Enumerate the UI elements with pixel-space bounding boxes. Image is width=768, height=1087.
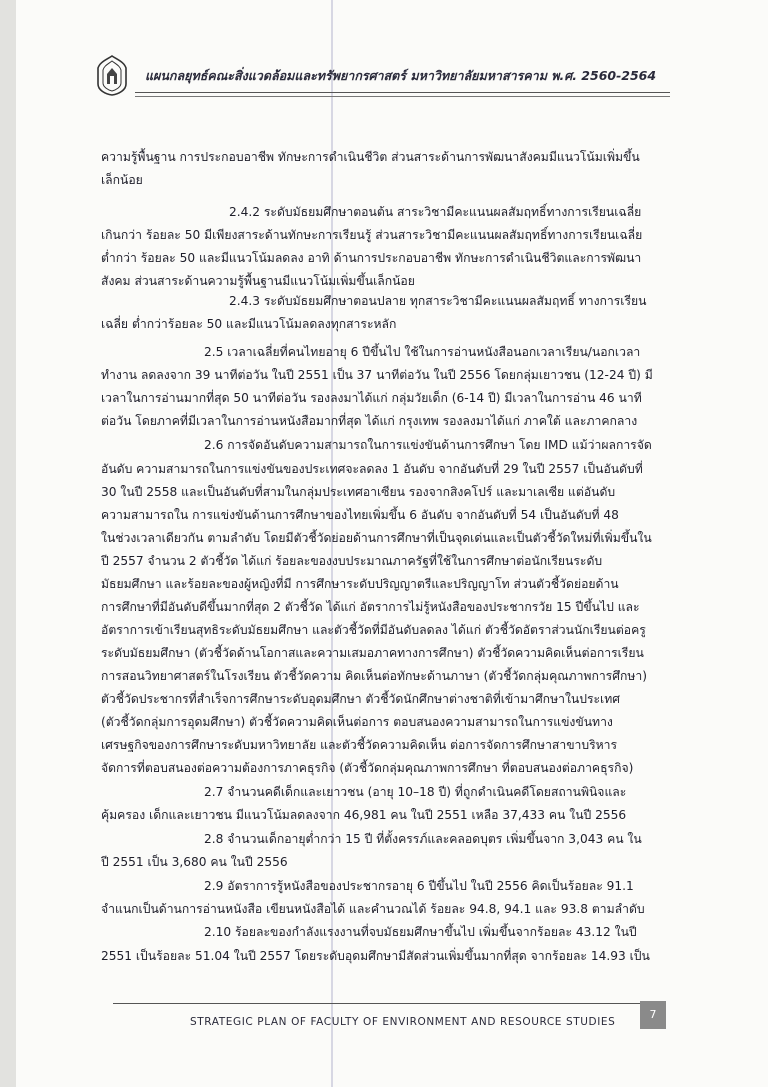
text-line: ความรู้พื้นฐาน การประกอบอาชีพ ทักษะการดำเนินชีวิต ส่วนสาระด้านการพัฒนาสังคมมีแนวโน้มเพิ่มขึ้น — [101, 150, 640, 164]
page-number: 7 — [640, 1001, 666, 1029]
text-line: (ตัวชี้วัดกลุ่มการอุดมศึกษา) ตัวชี้วัดความคิดเห็นต่อการ ตอบสนองความสามารถในการแข่งขันทาง — [101, 715, 613, 729]
header-divider — [135, 92, 670, 93]
text-line: 2.10 ร้อยละของกำลังแรงงานที่จบมัธยมศึกษาขึ้นไป เพิ่มขึ้นจากร้อยละ 43.12 ในปี — [204, 925, 637, 939]
text-line: จำแนกเป็นด้านการอ่านหนังสือ เขียนหนังสือได้ และคำนวณได้ ร้อยละ 94.8, 94.1 และ 93.8 ตามลำดับ — [101, 902, 645, 916]
text-line: มัธยมศึกษา และร้อยละของผู้หญิงที่มี การศึกษาระดับปริญญาตรีและปริญญาโท ส่วนตัวชี้วัดย่อยด้าน — [101, 577, 619, 591]
text-line: 2.6 การจัดอันดับความสามารถในการแข่งขันด้านการศึกษา โดย IMD แม้ว่าผลการจัด — [204, 438, 652, 452]
text-line: อันดับ ความสามารถในการแข่งขันของประเทศจะลดลง 1 อันดับ จากอันดับที่ 29 ในปี 2557 เป็นอันดับที่ — [101, 462, 643, 476]
footer-divider — [113, 1003, 665, 1004]
text-line: ต่อวัน โดยภาคที่มีเวลาในการอ่านหนังสือมากที่สุด ได้แก่ กรุงเทพ รองลงมาได้แก่ ภาคใต้ และภาคกลาง — [101, 414, 638, 428]
text-line: ระดับมัธยมศึกษา (ตัวชี้วัดด้านโอกาสและความเสมอภาคทางการศึกษา) ตัวชี้วัดความคิดเห็นต่อการเรียน — [101, 646, 644, 660]
text-line: 2.9 อัตราการรู้หนังสือของประชากรอายุ 6 ปีขึ้นไป ในปี 2556 คิดเป็นร้อยละ 91.1 — [204, 879, 634, 893]
text-line: เฉลี่ย ต่ำกว่าร้อยละ 50 และมีแนวโน้มลดลงทุกสาระหลัก — [101, 317, 397, 331]
text-line: เศรษฐกิจของการศึกษาระดับมหาวิทยาลัย และตัวชี้วัดความคิดเห็น ต่อการจัดการศึกษาสาขาบริหาร — [101, 738, 618, 752]
text-line: 2.7 จำนวนคดีเด็กและเยาวชน (อายุ 10–18 ปี) ที่ถูกดำเนินคดีโดยสถานพินิจและ — [204, 785, 627, 799]
text-line: ความสามารถใน การแข่งขันด้านการศึกษาของไทยเพิ่มขึ้น 6 อันดับ จากอันดับที่ 54 เป็นอันดับที่ 48 — [101, 508, 619, 522]
university-seal-icon — [95, 54, 129, 96]
text-line: ต่ำกว่า ร้อยละ 50 และมีแนวโน้มลดลง อาทิ ด้านการประกอบอาชีพ ทักษะการดำเนินชีวิตและการพัฒนา — [101, 251, 642, 265]
text-line: เกินกว่า ร้อยละ 50 มีเพียงสาระด้านทักษะการเรียนรู้ ส่วนสาระวิชามีคะแนนผลสัมฤทธิ์ทางการเรียนเฉลี่ย — [101, 228, 643, 242]
footer-title: STRATEGIC PLAN OF FACULTY OF ENVIRONMENT AND RESOURCE STUDIES — [190, 1016, 616, 1028]
text-line: 2.4.3 ระดับมัธยมศึกษาตอนปลาย ทุกสาระวิชามีคะแนนผลสัมฤทธิ์ ทางการเรียน — [229, 294, 647, 308]
text-line: ปี 2557 จำนวน 2 ตัวชี้วัด ได้แก่ ร้อยละของงบประมาณภาครัฐที่ใช้ในการศึกษาต่อนักเรียนระดับ — [101, 554, 603, 568]
scan-edge — [0, 0, 16, 1087]
text-line: คุ้มครอง เด็กและเยาวชน มีแนวโน้มลดลงจาก 46,981 คน ในปี 2551 เหลือ 37,433 คน ในปี 2556 — [101, 808, 627, 822]
text-line: 2.4.2 ระดับมัธยมศึกษาตอนต้น สาระวิชามีคะแนนผลสัมฤทธิ์ทางการเรียนเฉลี่ย — [229, 205, 642, 219]
text-line: ตัวชี้วัดประชากรที่สำเร็จการศึกษาระดับอุดมศึกษา ตัวชี้วัดนักศึกษาต่างชาติที่เข้ามาศึกษาในประเทศ — [101, 692, 620, 706]
text-line: การสอนวิทยาศาสตร์ในโรงเรียน ตัวชี้วัดความ คิดเห็นต่อทักษะด้านภาษา (ตัวชี้วัดกลุ่มคุณภาพการศึกษา) — [101, 669, 647, 683]
page-header-title: แผนกลยุทธ์คณะสิ่งแวดล้อมและทรัพยากรศาสตร์ มหาวิทยาลัยมหาสารคาม พ.ศ. 2560-2564 — [145, 68, 657, 83]
text-line: ในช่วงเวลาเดียวกัน ตามลำดับ โดยมีตัวชี้วัดย่อยด้านการศึกษาที่เป็นจุดเด่นและเป็นตัวชี้วัดใหม่ที่เพิ่มขึ้นใน — [101, 531, 652, 545]
text-line: 2551 เป็นร้อยละ 51.04 ในปี 2557 โดยระดับอุดมศึกษามีสัดส่วนเพิ่มขึ้นมากที่สุด จากร้อยละ 14.93 เป็น — [101, 949, 650, 963]
text-line: 2.5 เวลาเฉลี่ยที่คนไทยอายุ 6 ปีขึ้นไป ใช้ในการอ่านหนังสือนอกเวลาเรียน/นอกเวลา — [204, 345, 641, 359]
text-line: เวลาในการอ่านมากที่สุด 50 นาทีต่อวัน รองลงมาได้แก่ กลุ่มวัยเด็ก (6-14 ปี) มีเวลาในการอ่าน 46 นาที — [101, 391, 642, 405]
text-line: การศึกษาที่มีอันดับดีขึ้นมากที่สุด 2 ตัวชี้วัด ได้แก่ อัตราการไม่รู้หนังสือของประชากรวัย 15 ปีขึ้นไป และ — [101, 600, 640, 614]
header-divider-secondary — [135, 96, 670, 97]
text-line: ทำงาน ลดลงจาก 39 นาทีต่อวัน ในปี 2551 เป็น 37 นาทีต่อวัน ในปี 2556 โดยกลุ่มเยาวชน (12-24 ปี) มี — [101, 368, 653, 382]
text-line: จัดการที่ตอบสนองต่อความต้องการภาคธุรกิจ (ตัวชี้วัดกลุ่มคุณภาพการศึกษา ที่ตอบสนองต่อภาคธุรกิจ) — [101, 761, 634, 775]
page-header — [95, 52, 670, 102]
text-line: เล็กน้อย — [101, 173, 143, 187]
text-line: อัตราการเข้าเรียนสุทธิระดับมัธยมศึกษา และตัวชี้วัดที่มีอันดับลดลง ได้แก่ ตัวชี้วัดอัตราส่วนนักเรียนต่อครู — [101, 623, 646, 637]
text-line: สังคม ส่วนสาระด้านความรู้พื้นฐานมีแนวโน้มเพิ่มขึ้นเล็กน้อย — [101, 274, 415, 288]
text-line: 2.8 จำนวนเด็กอายุต่ำกว่า 15 ปี ที่ตั้งครรภ์และคลอดบุตร เพิ่มขึ้นจาก 3,043 คน ใน — [204, 832, 642, 846]
text-line: 30 ในปี 2558 และเป็นอันดับที่สามในกลุ่มประเทศอาเซียน รองจากสิงคโปร์ และมาเลเซีย แต่อันดับ — [101, 485, 616, 499]
text-line: ปี 2551 เป็น 3,680 คน ในปี 2556 — [101, 855, 288, 869]
